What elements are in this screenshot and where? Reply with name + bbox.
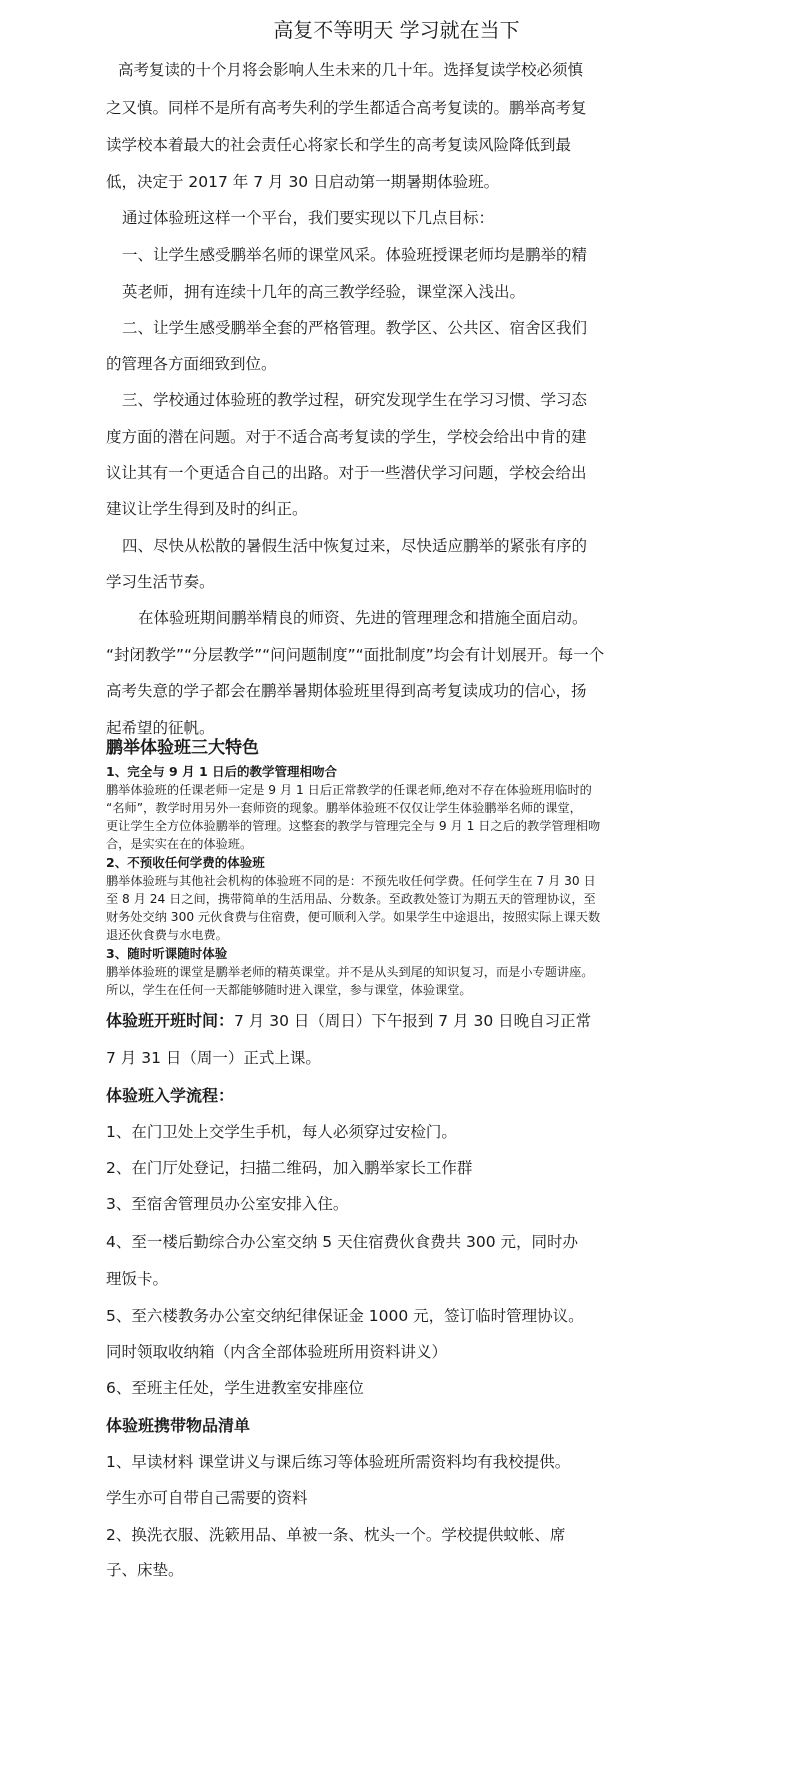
feature-1-line-2: “名师”，教学时用另外一套师资的现象。鹏举体验班不仅仅让学生体验鹏举名师的课堂，: [106, 801, 582, 815]
checklist-heading: 体验班携带物品清单: [106, 1416, 251, 1435]
opening-time-value: 7 月 30 日（周日）下午报到 7 月 30 日晚自习正常: [234, 1012, 592, 1030]
feature-1-line-3: 更让学生全方位体验鹏举的管理。这整套的教学与管理完全与 9 月 1 日之后的教学管理相吻: [106, 819, 601, 833]
process-step-5-cont: 同时领取收纳箱（内含全部体验班所用资料讲义）: [106, 1343, 448, 1361]
feature-3-line-1: 鹏举体验班的课堂是鹏举老师的精英课堂。并不是从头到尾的知识复习，而是小专题讲座。: [106, 965, 594, 979]
goal-2-line-1: 二、让学生感受鹏举全套的严格管理。教学区、公共区、宿舍区我们: [122, 319, 588, 337]
process-step-5: 5、至六楼教务办公室交纳纪律保证金 1000 元，签订临时管理协议。: [106, 1307, 584, 1325]
intro-line-1: 高考复读的十个月将会影响人生未来的几十年。选择复读学校必须慎: [118, 61, 584, 79]
checklist-item-1-cont: 学生亦可自带自己需要的资料: [106, 1489, 308, 1507]
feature-2-line-2: 至 8 月 24 日之间，携带简单的生活用品、分数条。至政教处签订为期五天的管理协议，至: [106, 892, 596, 906]
opening-time-row: [106, 1008, 591, 1031]
intro-line-2: 之又慎。同样不是所有高考失利的学生都适合高考复读的。鹏举高考复: [106, 99, 587, 117]
intro-line-3: 读学校本着最大的社会责任心将家长和学生的高考复读风险降低到最: [106, 136, 572, 154]
goal-3-line-4: 建议让学生得到及时的纠正。: [106, 500, 308, 518]
goal-3-line-1: 三、学校通过体验班的教学过程，研究发现学生在学习习惯、学习态: [122, 391, 588, 409]
intro-line-4: 低，决定于 2017 年 7 月 30 日启动第一期暑期体验班。: [106, 173, 500, 191]
opening-time-line-2: 7 月 31 日（周一）正式上课。: [106, 1049, 321, 1067]
process-step-1: 1、在门卫处上交学生手机，每人必须穿过安检门。: [106, 1123, 457, 1141]
goal-1-line-1: 一、让学生感受鹏举名师的课堂风采。体验班授课老师均是鹏举的精: [122, 246, 588, 264]
page-title: 高复不等明天 学习就在当下: [273, 18, 520, 42]
closing-line-3: 高考失意的学子都会在鹏举暑期体验班里得到高考复读成功的信心，扬: [106, 682, 587, 700]
process-step-3: 3、至宿舍管理员办公室安排入住。: [106, 1195, 349, 1213]
feature-1-title: 1、完全与 9 月 1 日后的教学管理相吻合: [106, 764, 338, 779]
feature-2-line-1: 鹏举体验班与其他社会机构的体验班不同的是：不预先收任何学费。任何学生在 7 月 30 日: [106, 874, 596, 888]
process-heading: 体验班入学流程：: [106, 1086, 235, 1105]
feature-1-line-4: 合，是实实在在的体验班。: [106, 837, 253, 851]
closing-line-2: “封闭教学”“分层教学”“问问题制度”“面批制度”均会有计划展开。每一个: [106, 646, 605, 664]
process-step-2: 2、在门厅处登记，扫描二维码，加入鹏举家长工作群: [106, 1159, 473, 1177]
goal-4-line-1: 四、尽快从松散的暑假生活中恢复过来，尽快适应鹏举的紧张有序的: [122, 537, 588, 555]
closing-line-4: 起希望的征帆。: [106, 719, 215, 737]
feature-3-line-2: 所以，学生在任何一天都能够随时进入课堂，参与课堂，体验课堂。: [106, 983, 472, 997]
features-heading: 鹏举体验班三大特色: [106, 738, 259, 758]
feature-1-line-1: 鹏举体验班的任课老师一定是 9 月 1 日后正常教学的任课老师,绝对不存在体验班用临时的: [106, 783, 592, 797]
goal-3-line-3: 议让其有一个更适合自己的出路。对于一些潜伏学习问题，学校会给出: [106, 464, 587, 482]
feature-2-line-3: 财务处交纳 300 元伙食费与住宿费，便可顺利入学。如果学生中途退出，按照实际上课天数: [106, 910, 601, 924]
process-step-4: 4、至一楼后勤综合办公室交纳 5 天住宿费伙食费共 300 元，同时办: [106, 1233, 579, 1251]
checklist-item-2-cont: 子、床垫。: [106, 1561, 184, 1579]
process-step-4-cont: 理饭卡。: [106, 1270, 169, 1288]
process-step-6: 6、至班主任处，学生进教室安排座位: [106, 1379, 364, 1397]
checklist-item-1: 1、早读材料 课堂讲义与课后练习等体验班所需资料均有我校提供。: [106, 1453, 571, 1471]
goal-1-line-2: 英老师，拥有连续十几年的高三教学经验，课堂深入浅出。: [122, 283, 526, 301]
checklist-item-2: 2、换洗衣服、洗簌用品、单被一条、枕头一个。学校提供蚊帐、席: [106, 1526, 566, 1544]
opening-time-label: 体验班开班时间：: [106, 1011, 235, 1030]
goal-3-line-2: 度方面的潜在问题。对于不适合高考复读的学生，学校会给出中肯的建: [106, 428, 587, 446]
goal-2-line-2: 的管理各方面细致到位。: [106, 355, 277, 373]
feature-2-title: 2、不预收任何学费的体验班: [106, 855, 265, 870]
goal-4-line-2: 学习生活节奏。: [106, 573, 215, 591]
feature-2-line-4: 退还伙食费与水电费。: [106, 928, 228, 942]
closing-line-1: 在体验班期间鹏举精良的师资、先进的管理理念和措施全面启动。: [138, 609, 588, 627]
feature-3-title: 3、随时听课随时体验: [106, 946, 228, 961]
goals-intro: 通过体验班这样一个平台，我们要实现以下几点目标：: [122, 209, 495, 227]
